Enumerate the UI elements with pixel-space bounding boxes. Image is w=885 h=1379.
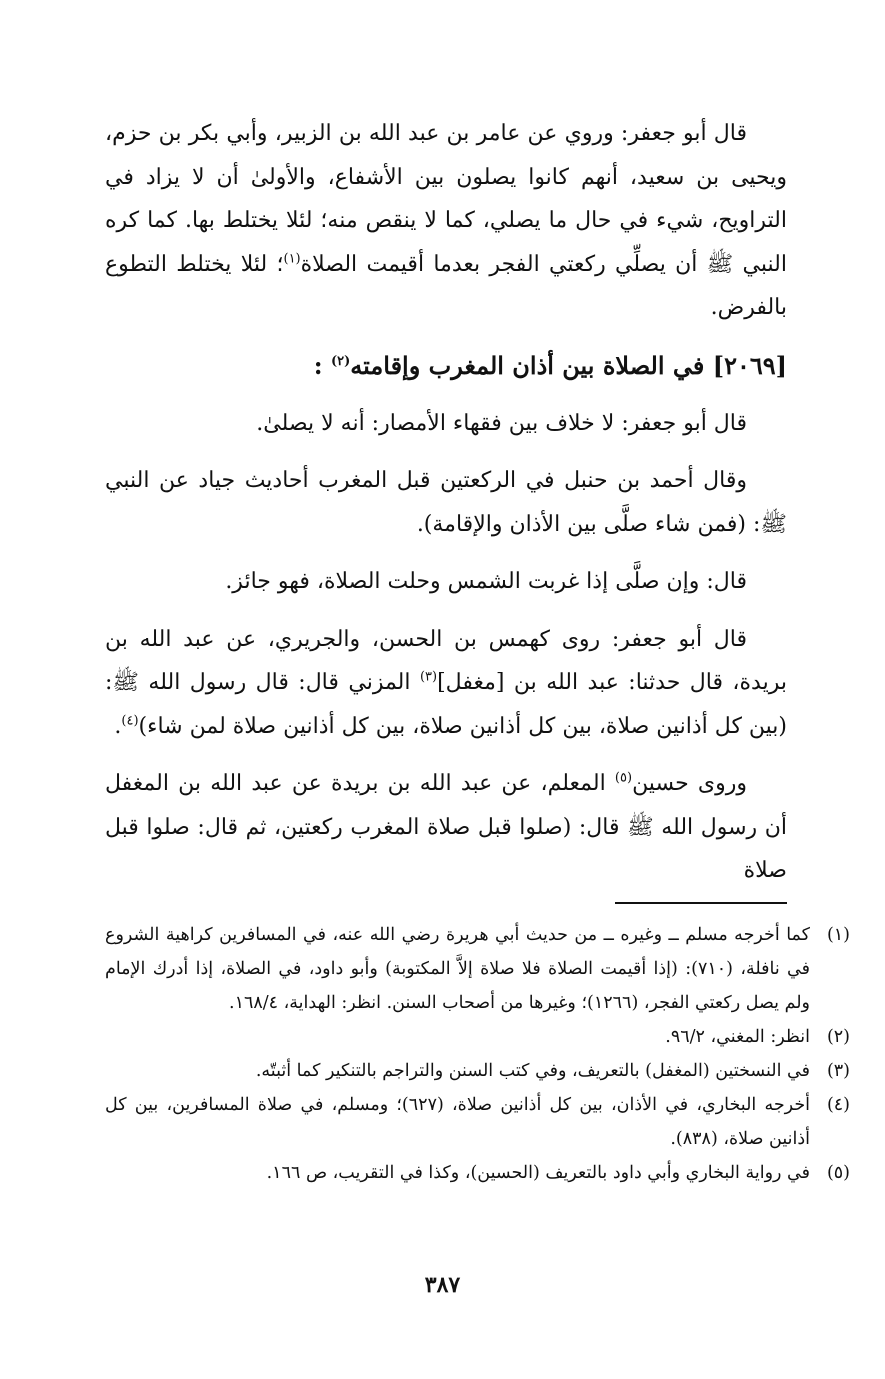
footnote-text: أخرجه البخاري، في الأذان، بين كل أذانين صلاة، (٦٢٧)؛ ومسلم، في صلاة المسافرين، بين كل أذانين صلاة، (٨٣٨). [105,1095,811,1149]
section-heading [105,344,787,388]
paragraph-5 [105,618,787,749]
paragraph-1-tail: ؛ لئلا يختلط التطوع بالفرض. [105,251,787,320]
paragraph-3: وقال أحمد بن حنبل في الركعتين قبل المغرب أحاديث جياد عن النبي ﷺ: (فمن شاء صلَّى بين الأذان والإقامة). [105,468,787,537]
footnote-text: انظر: المغني، ٩٦/٢. [665,1027,810,1047]
footnote-number: (٥) [826,1163,850,1183]
footnote-text: في النسختين (المغفل) بالتعريف، وفي كتب السنن والتراجم بالتنكير كما أثبتّه. [255,1061,810,1081]
main-text [105,112,787,907]
footnote-ref-4[interactable]: (٤) [121,713,139,729]
footnote-ref-1[interactable]: (١) [283,251,301,267]
footnote-ref-5[interactable]: (٥) [614,770,633,786]
footnote-text: كما أخرجه مسلم ــ وغيره ــ من حديث أبي هريرة رضي الله عنه، في المسافرين كراهية الشروع في نافلة، (٧١٠): (إذا أقيمت الصلاة فلا صلاة إلاَّ المكتوبة) وأبو داود، في الصلاة، إذا أدرك الإمام ولم يصل ركعتي الفجر، (١٢٦٦)؛ وغيرها من أصحاب السنن. انظر: الهداية، ١٦٨/٤. [105,925,811,1013]
footnote-number: (٣) [826,1061,850,1081]
footnote-ref-2[interactable]: (٢) [331,353,351,369]
paragraph-6-part-b: المعلم، عن عبد الله بن بريدة عن عبد الله بن المغفل أن رسول الله ﷺ قال: (صلوا قبل صلاة المغرب ركعتين، ثم قال: صلوا قبل صلاة [105,771,787,883]
footnote-number: (٢) [826,1027,850,1047]
footnote-1 [105,918,850,1020]
section-number: [٢٠٦٩] [712,350,787,380]
footnote-separator [615,902,787,904]
footnote-ref-3[interactable]: (٣) [419,669,438,685]
paragraph-5-part-c: . [114,713,122,739]
paragraph-5-part-a: قال أبو جعفر: روى كهمس بن الحسن، والجريري، عن عبد الله بن بريدة، قال حدثنا: عبد الله بن [مغفل] [105,626,787,695]
paragraph-5-part-b: المزني قال: قال رسول الله ﷺ: (بين كل أذانين صلاة، بين كل أذانين صلاة، بين كل أذانين صلاة لمن شاء) [105,670,787,739]
paragraph-4: قال: وإن صلَّى إذا غربت الشمس وحلت الصلاة، فهو جائز. [225,569,747,594]
paragraph-6 [105,762,787,893]
paragraph-1-text: قال أبو جعفر: وروي عن عامر بن عبد الله بن الزبير، وأبي بكر بن حزم، ويحيى بن سعيد، أنهم كانوا يصلون بين الأشفاع، والأولىٰ أن لا يزاد في التراويح، شيء في حال ما يصلي، كما لا ينقص منه؛ لئلا يختلط بها. كما كره النبي ﷺ أن يصلِّي ركعتي الفجر بعدما أقيمت الصلاة [105,121,787,277]
section-title-suffix: : [313,350,323,380]
section-title: في الصلاة بين أذان المغرب وإقامته [350,350,705,380]
footnote-3 [105,1054,850,1088]
footnote-number: (٤) [826,1095,850,1115]
footnote-2 [105,1020,850,1054]
footnotes [105,918,850,1190]
footnote-5 [105,1156,850,1190]
paragraph-2: قال أبو جعفر: لا خلاف بين فقهاء الأمصار: أنه لا يصلىٰ. [256,410,747,436]
paragraph-6-part-a: وروى حسين [632,771,747,796]
footnote-number: (١) [826,925,850,945]
page-number: ٣٨٧ [424,1272,461,1298]
paragraph-1 [105,112,787,330]
footnote-4 [105,1088,850,1156]
footnote-text: في رواية البخاري وأبي داود بالتعريف (الحسين)، وكذا في التقريب، ص ١٦٦. [266,1163,810,1183]
